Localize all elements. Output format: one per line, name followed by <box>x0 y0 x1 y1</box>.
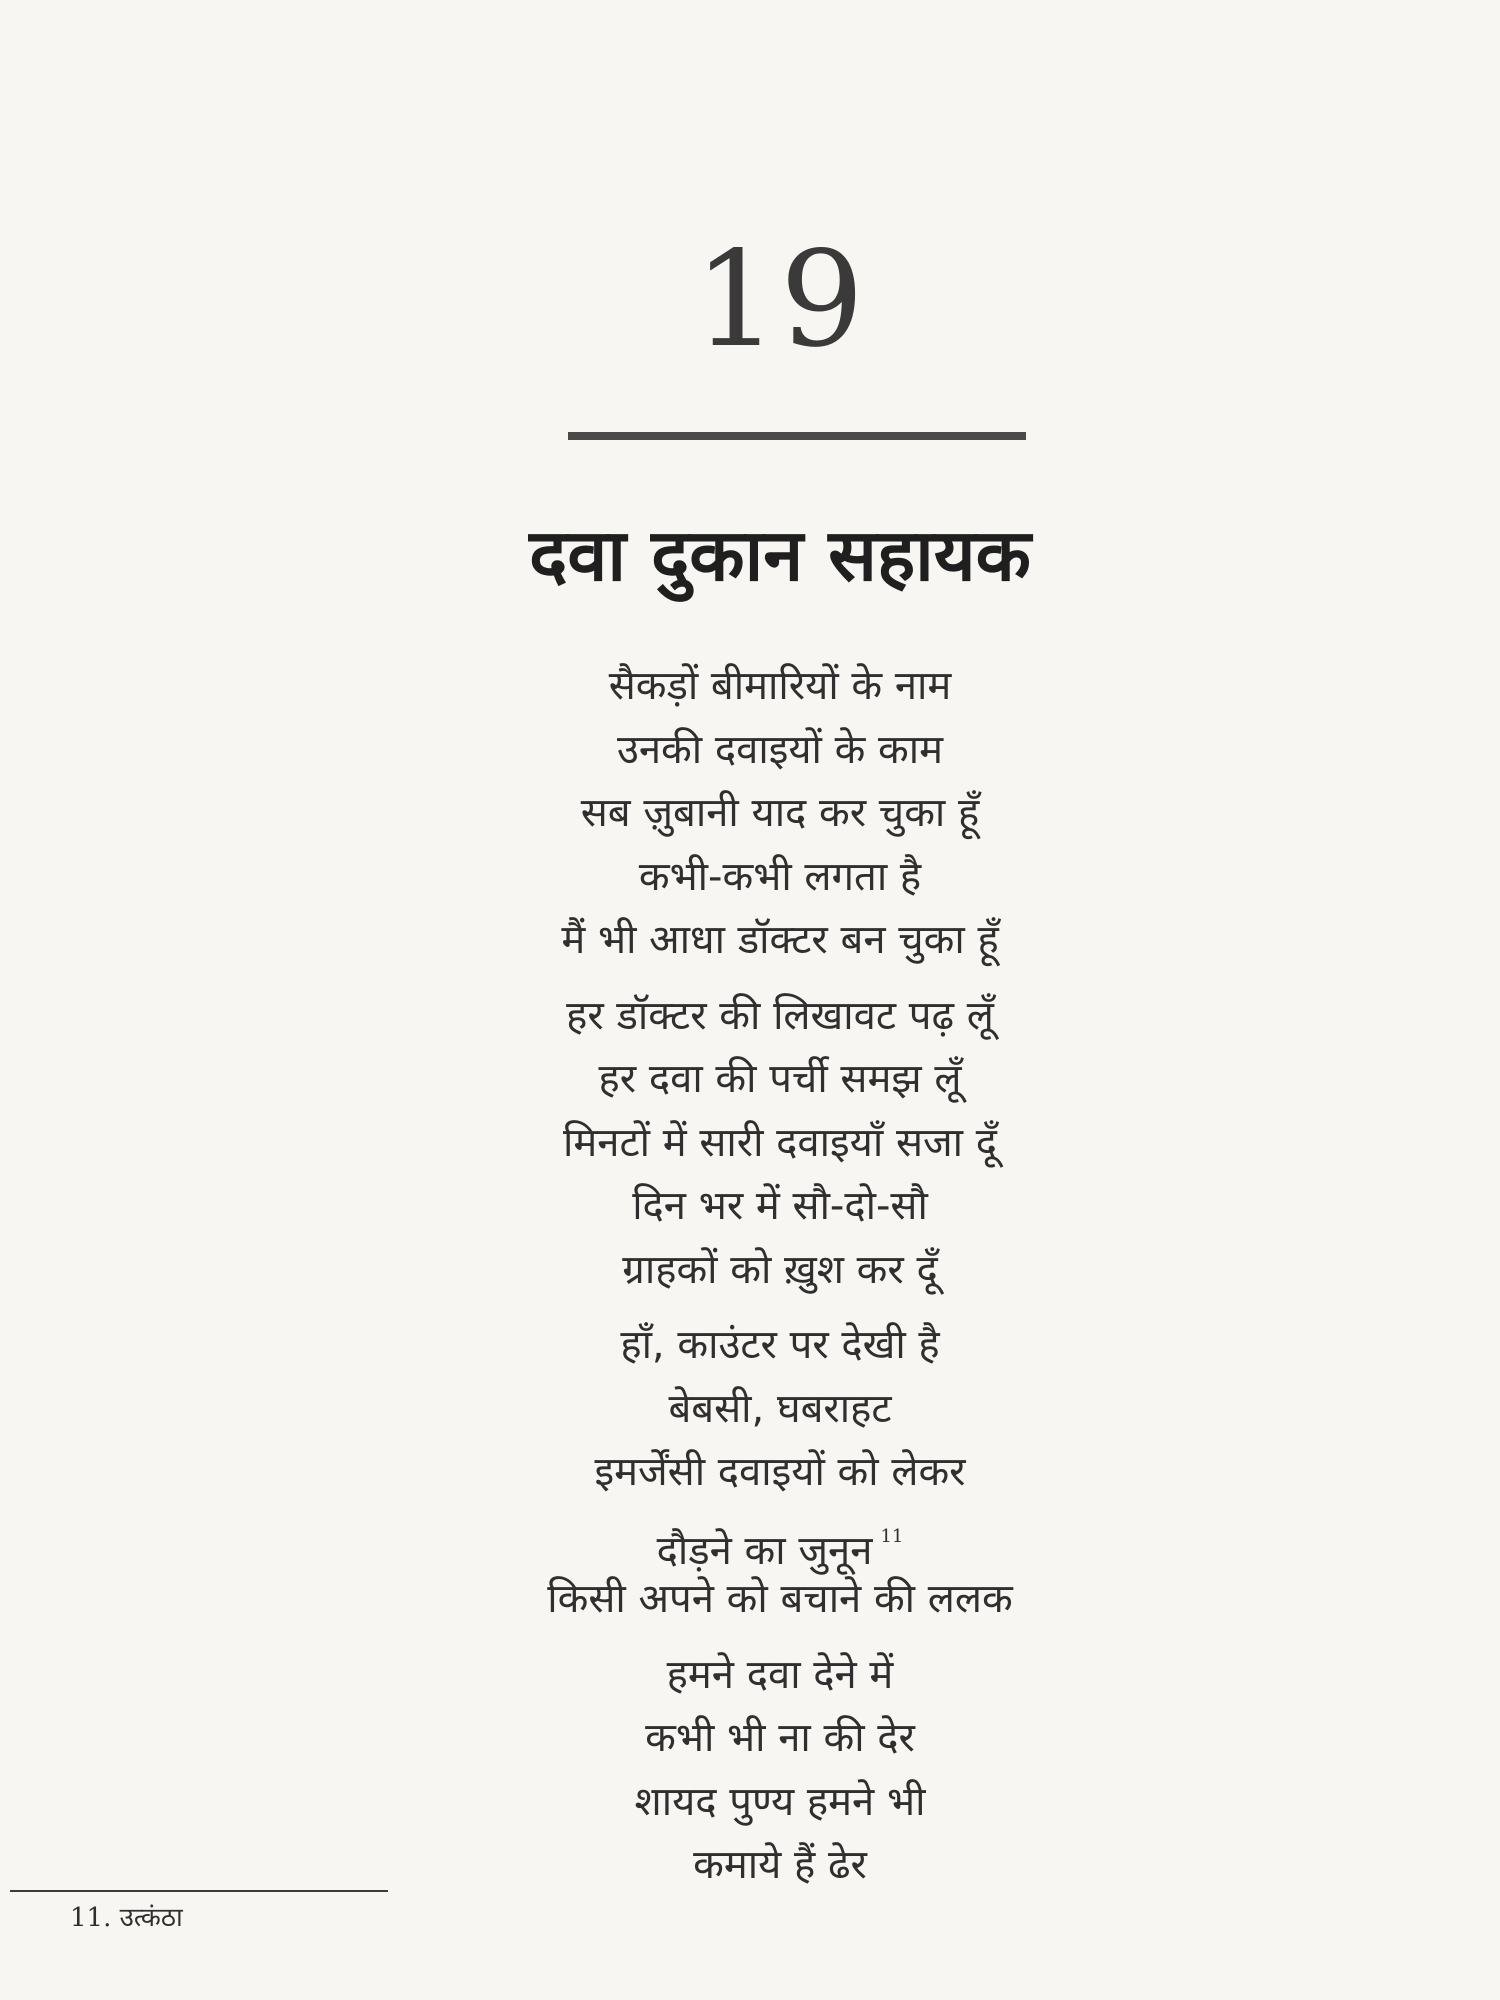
stanza-1 <box>0 655 1500 973</box>
poem-line: इमर्जेंसी दवाइयों को लेकर <box>594 1449 966 1495</box>
stanza-3 <box>0 1314 1500 1632</box>
poem-line: सैकड़ों बीमारियों के नाम <box>608 663 952 709</box>
poem-line: कभी भी ना की देर <box>645 1715 915 1761</box>
poem-line: कमाये हैं ढेर <box>693 1842 867 1888</box>
chapter-number: 19 <box>694 223 866 377</box>
footnote-number: 11. <box>70 1903 112 1933</box>
poem-line: कभी-कभी लगता है <box>638 853 922 900</box>
poem-line: दिन भर में सौ-दो-सौ <box>632 1183 928 1229</box>
poem-line-text: दौड़ने का जुनून <box>656 1527 873 1574</box>
poem-line: उनकी दवाइयों के काम <box>616 726 944 773</box>
footnote <box>70 1898 183 1938</box>
poem-line: ग्राहकों को ख़ुश कर दूँ <box>622 1246 938 1293</box>
poem-line: किसी अपने को बचाने की ललक <box>547 1576 1013 1622</box>
poem-title: दवा दुकान सहायक <box>529 513 1031 597</box>
footnote-marker: 11 <box>880 1525 904 1547</box>
poem-line: हमने दवा देने में <box>666 1651 894 1698</box>
poem-body <box>0 655 1500 1910</box>
poem-line: हर दवा की पर्ची समझ लूँ <box>598 1056 962 1102</box>
poem-line-with-footnote <box>0 1505 1500 1574</box>
poem-line: मिनटों में सारी दवाइयाँ सजा दूँ <box>563 1119 997 1166</box>
footnote-text: उत्कंठा <box>119 1903 183 1933</box>
chapter-divider <box>568 432 1026 440</box>
poem-line: शायद पुण्य हमने भी <box>634 1778 926 1825</box>
footnote-divider <box>10 1890 388 1892</box>
poem-line: बेबसी, घबराहट <box>668 1385 892 1432</box>
poem-line: हर डॉक्टर की लिखावट पढ़ लूँ <box>566 992 994 1039</box>
stanza-2 <box>0 985 1500 1303</box>
poem-line: सब ज़ुबानी याद कर चुका हूँ <box>580 790 980 836</box>
poem-line: हाँ, काउंटर पर देखी है <box>620 1322 940 1368</box>
stanza-4 <box>0 1644 1500 1898</box>
poem-line: मैं भी आधा डॉक्टर बन चुका हूँ <box>561 917 999 963</box>
